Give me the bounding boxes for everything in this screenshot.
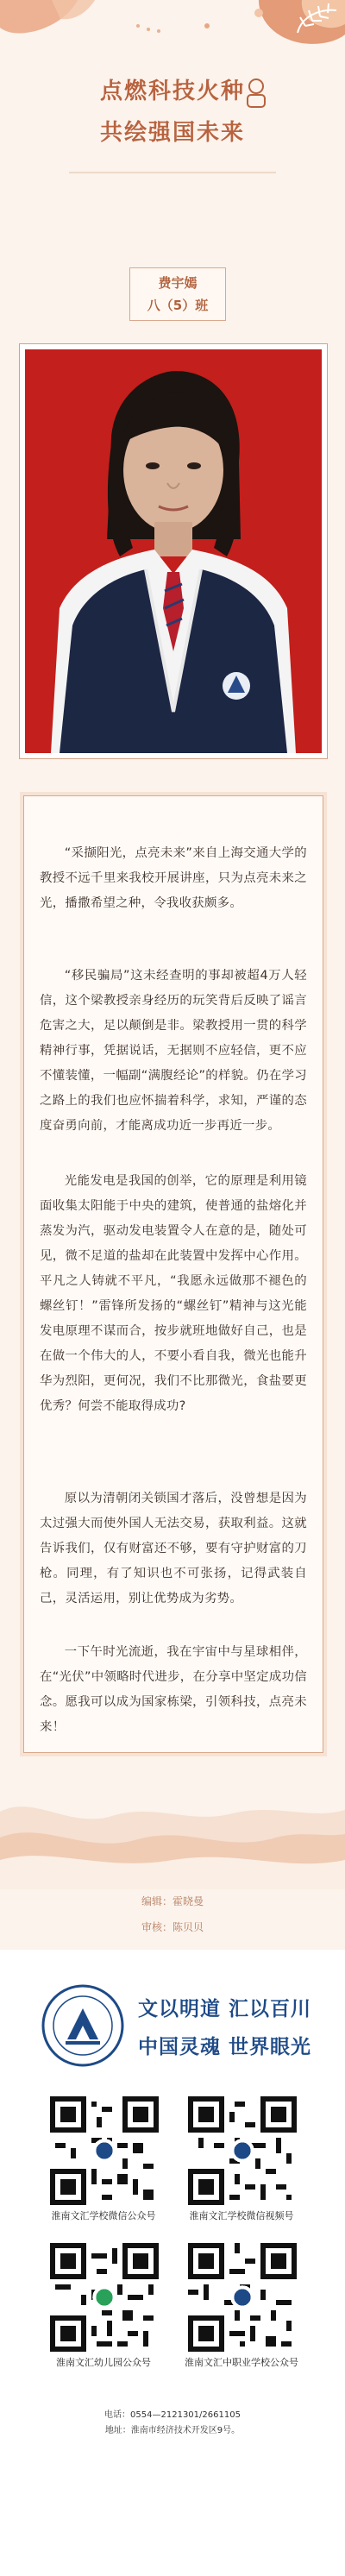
qr-caption-4: 淮南文汇中职业学校公众号 [185,2357,298,2368]
editor-credit: 编辑：霍晓曼 [141,1895,204,1907]
reviewer-credit: 审核：陈贝贝 [141,1921,204,1933]
school-slogan-line-2: 中国灵魂 世界眼光 [138,2036,312,2058]
page-title-line-2: 共绘强国未来 [99,120,245,146]
qr-code-wechat-video[interactable] [188,2096,297,2205]
qr-caption-3: 淮南文汇幼儿园公众号 [56,2357,151,2368]
qr-caption-1: 淮南文汇学校微信公众号 [51,2210,156,2221]
footer [0,1950,345,2576]
article-paragraph-5: 一下午时光流逝，我在宇宙中与星球相伴，在“光伏”中领略时代进步，在分享中坚定成功信念。愿我可以成为国家栋梁，引领科技，点亮未来！ [40,1645,307,1735]
author-box [129,267,226,321]
qr-code-wechat-official[interactable] [50,2096,159,2205]
article-paragraph-4: 原以为清朝闭关锁国才落后，没曾想是因为太过强大而使外国人无法交易，获取利益。这就告诉我们，仅有财富还不够，要有守护财富的刀枪。同理，有了知识也不可张扬，记得武装自己，灵活运用，别让优势成为劣势。 [40,1492,307,1606]
qr-caption-2: 淮南文汇学校微信视频号 [189,2210,294,2221]
school-logo-icon [41,1984,124,2067]
school-slogan-line-1: 文以明道 汇以百川 [138,1998,312,2020]
article-paragraph-3: 光能发电是我国的创举，它的原理是利用镜面收集太阳能于中央的建筑，使普通的盐熔化并蒸发为汽，驱动发电装置令人在意的是，随处可见，微不足道的盐却在此装置中发挥中心作用。平凡之人铸就不平凡，“我愿永远做那不褪色的螺丝钉！”雷锋所发扬的“螺丝钉”精神与这光能发电原理不谋而合，按步就班地做好自己，也是在做一个伟大的人，不要小看自我，微光也能升华为烈阳，更何况，我们不比那微光，食盐要更优秀？何尝不能取得成功? [40,1174,307,1414]
bottom-wave-decoration [0,1777,345,1889]
article-paragraph-2: “移民骗局”这未经查明的事却被超4万人轻信，这个梁教授亲身经历的玩笑背后反映了谣言危害之大，足以颠倒是非。梁教授用一贯的科学精神行事，凭据说话，无据则不应轻信，更不应不懂装懂，一幅副“满腹经论”的样貌。仍在学习之路上的我们也应怀揣着科学，求知，严谨的态度奋勇向前，才能离成功近一步再近一步。 [40,969,307,1134]
page-title-line-1: 点燃科技火种 [99,79,245,104]
author-name: 费宇嫣 [158,275,198,291]
student-photo-frame [19,343,328,759]
contact-address: 地址：淮南市经济技术开发区9号。 [104,2426,241,2435]
qr-code-kindergarten[interactable] [50,2243,159,2352]
qr-code-vocational[interactable] [188,2243,297,2352]
article-paragraph-1: “采撷阳光，点亮未来”来自上海交通大学的教授不远千里来我校开展讲座，只为点亮未来之光，播撒希望之种，令我收获颇多。 [40,846,307,911]
article-card [23,795,323,1753]
author-class: 八（5）班 [147,298,209,313]
student-photo [25,349,322,753]
contact-phone: 电话：0554—2121301/2661105 [104,2410,241,2420]
